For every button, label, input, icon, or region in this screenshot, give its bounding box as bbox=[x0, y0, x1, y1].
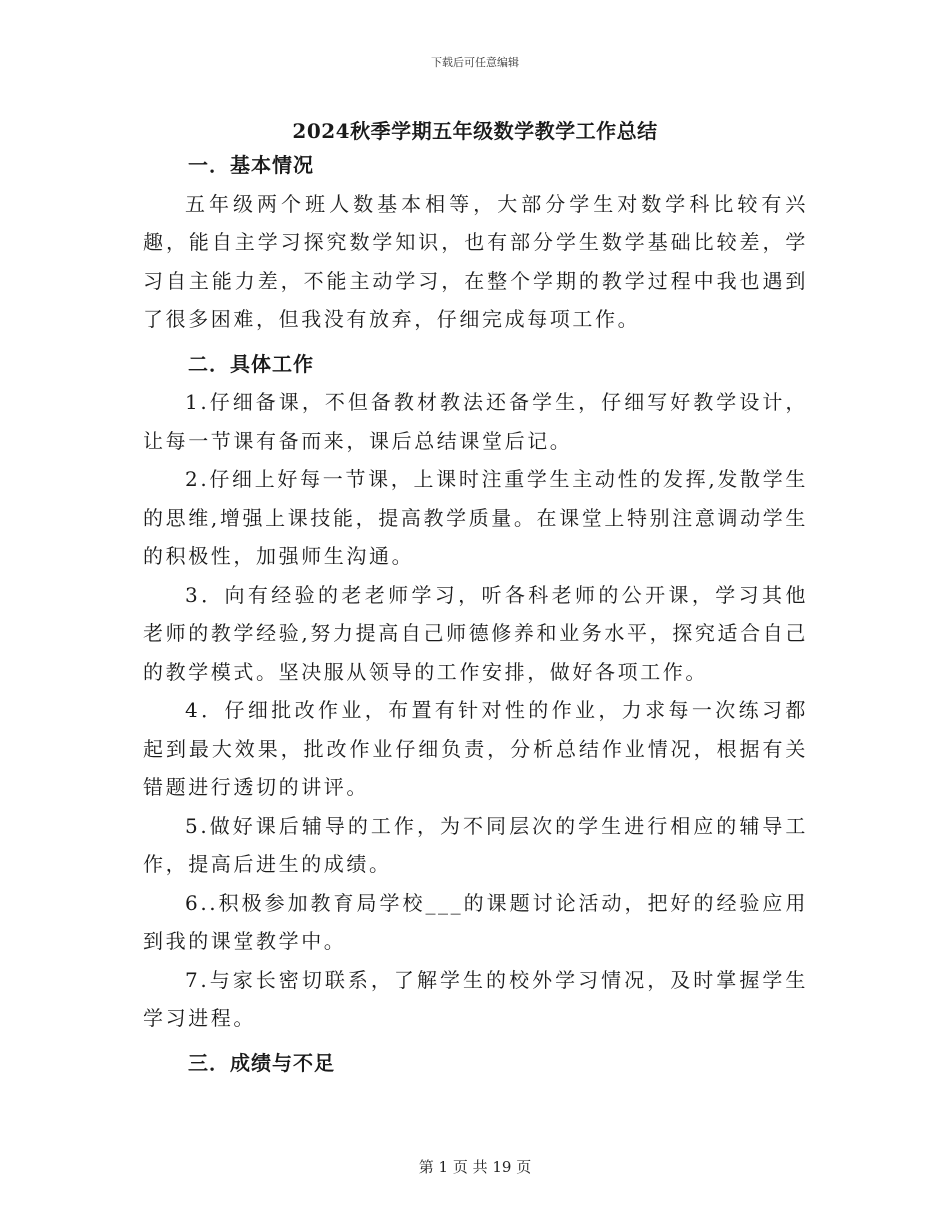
header-note: 下载后可任意编辑 bbox=[431, 56, 519, 69]
paragraph-work-7: 7.与家长密切联系，了解学生的校外学习情况，及时掌握学生学习进程。 bbox=[143, 967, 808, 1030]
paragraph-work-5: 5.做好课后辅导的工作，为不同层次的学生进行相应的辅导工作，提高后进生的成绩。 bbox=[143, 813, 808, 876]
page-footer: 第 1 页 共 19 页 bbox=[418, 1158, 532, 1176]
paragraph-basic-situation: 五年级两个班人数基本相等，大部分学生对数学科比较有兴趣，能自主学习探究数学知识，也有部分学生数学基础比较差，学习自主能力差，不能主动学习，在整个学期的教学过程中我也遇到了很多困难，但我没有放弃，仔细完成每项工作。 bbox=[143, 191, 808, 331]
section-heading-1: 一．基本情况 bbox=[188, 153, 314, 177]
paragraph-work-6: 6..积极参加教育局学校___的课题讨论活动，把好的经验应用到我的课堂教学中。 bbox=[143, 890, 808, 953]
paragraph-work-3: 3．向有经验的老老师学习，听各科老师的公开课，学习其他老师的教学经验,努力提高自己师德修养和业务水平，探究适合自己的教学模式。坚决服从领导的工作安排，做好各项工作。 bbox=[143, 582, 808, 684]
paragraph-work-1: 1.仔细备课，不但备教材教法还备学生，仔细写好教学设计，让每一节课有备而来，课后总结课堂后记。 bbox=[143, 390, 808, 453]
section-heading-3: 三．成绩与不足 bbox=[188, 1050, 335, 1075]
document-title: 2024秋季学期五年级数学教学工作总结 bbox=[292, 119, 658, 143]
paragraph-work-2: 2.仔细上好每一节课，上课时注重学生主动性的发挥,发散学生的思维,增强上课技能，提高教学质量。在课堂上特别注意调动学生的积极性，加强师生沟通。 bbox=[143, 467, 808, 568]
section-heading-2: 二．具体工作 bbox=[188, 351, 314, 376]
document-body bbox=[143, 146, 808, 1082]
paragraph-work-4: 4．仔细批改作业，布置有针对性的作业，力求每一次练习都起到最大效果，批改作业仔细负责，分析总结作业情况，根据有关错题进行透切的讲评。 bbox=[143, 698, 808, 799]
